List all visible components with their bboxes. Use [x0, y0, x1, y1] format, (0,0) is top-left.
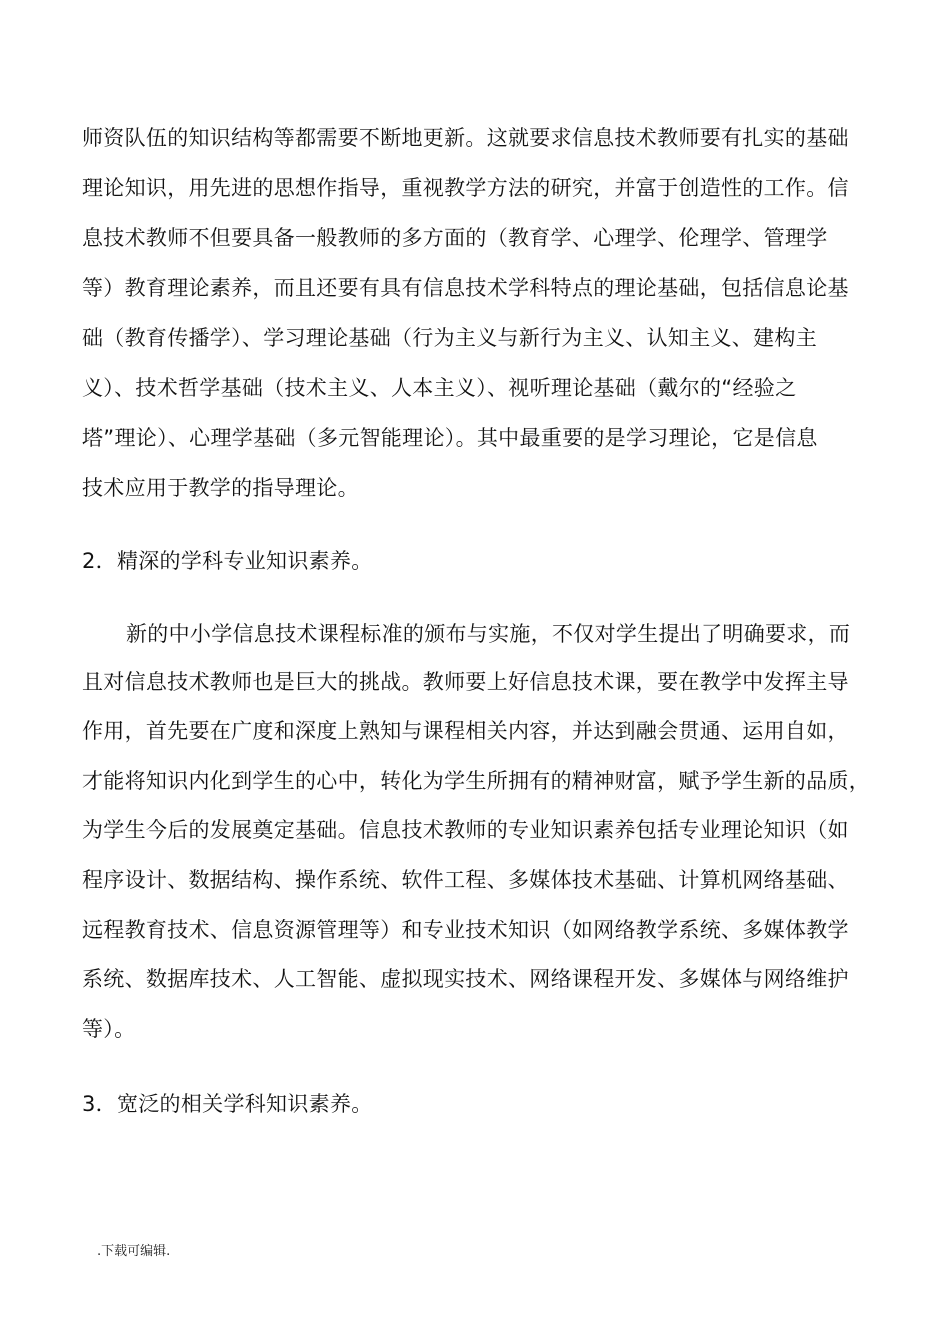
paragraph-2-line: 才能将知识内化到学生的心中，转化为学生所拥有的精神财富，赋予学生新的品质，: [82, 769, 871, 793]
paragraph-2-line: 系统、数据库技术、人工智能、虚拟现实技术、网络课程开发、多媒体与网络维护: [82, 967, 849, 991]
paragraph-1-line: 息技术教师不但要具备一般教师的多方面的（教育学、心理学、伦理学、管理学: [82, 226, 828, 250]
paragraph-1-line: 等）教育理论素养，而且还要有具有信息技术学科特点的理论基础，包括信息论基: [82, 276, 849, 300]
paragraph-1-line: 师资队伍的知识结构等都需要不断地更新。这就要求信息技术教师要有扎实的基础: [82, 126, 849, 150]
paragraph-1-line: 础（教育传播学）、学习理论基础（行为主义与新行为主义、认知主义、建构主: [82, 326, 817, 350]
paragraph-1-line: 塔”理论）、心理学基础（多元智能理论）。其中最重要的是学习理论，它是信息: [82, 426, 818, 450]
paragraph-2-line: 新的中小学信息技术课程标准的颁布与实施，不仅对学生提出了明确要求，而: [126, 622, 851, 646]
paragraph-2-line: 为学生今后的发展奠定基础。信息技术教师的专业知识素养包括专业理论知识（如: [82, 818, 849, 842]
section-heading-3: 3．宽泛的相关学科知识素养。: [82, 1092, 373, 1116]
section-heading-2: 2．精深的学科专业知识素养。: [82, 549, 373, 573]
paragraph-1-line: 技术应用于教学的指导理论。: [82, 476, 359, 500]
paragraph-2-line: 等）。: [82, 1017, 136, 1041]
page-footer: .下载可编辑.: [97, 1244, 171, 1259]
paragraph-2-line: 远程教育技术、信息资源管理等）和专业技术知识（如网络教学系统、多媒体教学: [82, 918, 849, 942]
paragraph-2-line: 作用，首先要在广度和深度上熟知与课程相关内容，并达到融会贯通、运用自如，: [82, 719, 849, 743]
paragraph-2-line: 程序设计、数据结构、操作系统、软件工程、多媒体技术基础、计算机网络基础、: [82, 868, 849, 892]
paragraph-1-line: 义）、技术哲学基础（技术主义、人本主义）、视听理论基础（戴尔的“经验之: [82, 376, 797, 400]
paragraph-1-line: 理论知识，用先进的思想作指导，重视教学方法的研究，并富于创造性的工作。信: [82, 176, 849, 200]
paragraph-2-line: 且对信息技术教师也是巨大的挑战。教师要上好信息技术课，要在教学中发挥主导: [82, 670, 849, 694]
